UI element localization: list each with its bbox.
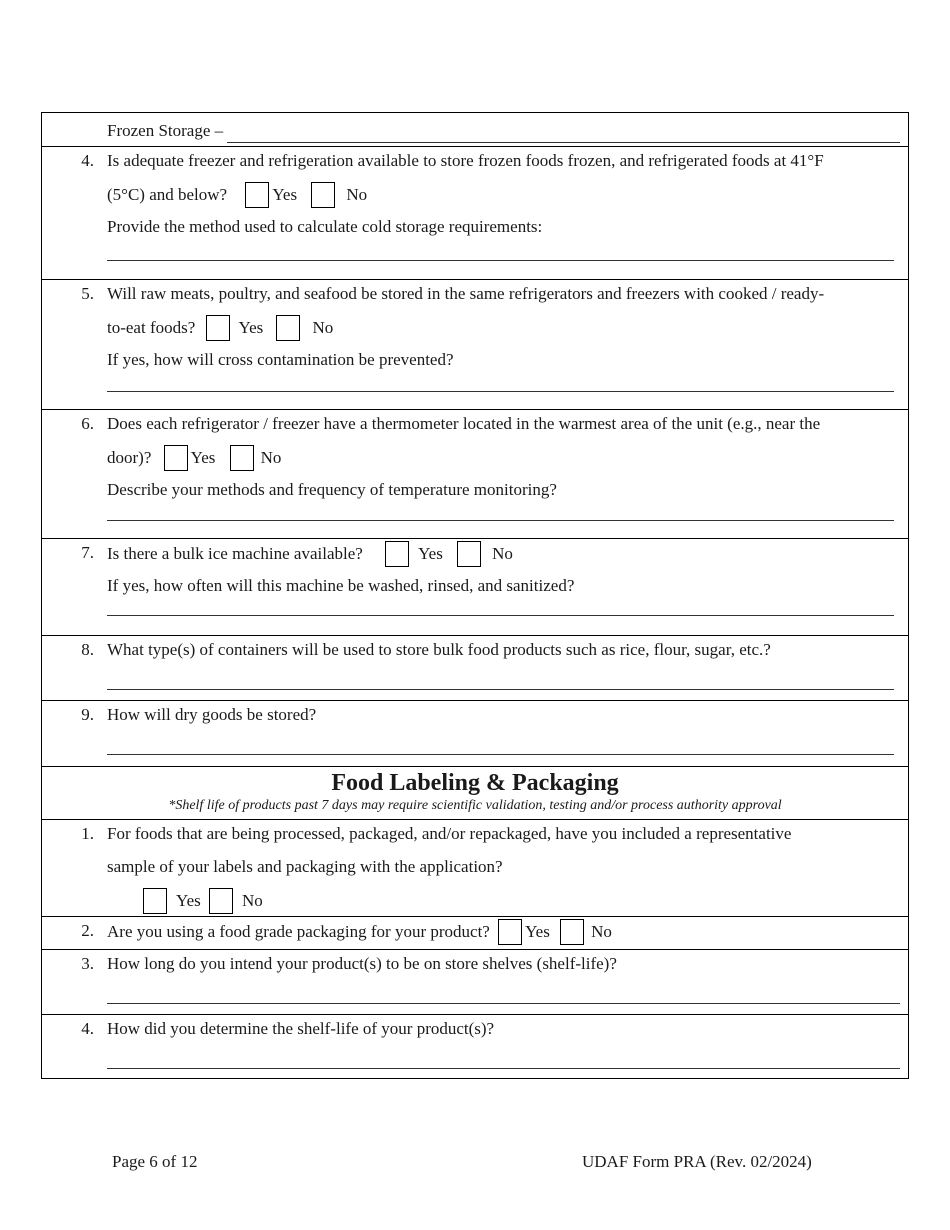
question-text: How long do you intend your product(s) to be on store shelves (shelf-life)? [107,954,617,973]
section-header-row [42,766,908,819]
no-label: No [260,448,282,468]
question-text: How did you determine the shelf-life of your product(s)? [107,1019,495,1038]
answer-field[interactable] [107,260,894,261]
no-label: No [591,922,612,942]
question-4-row [42,146,908,279]
page-number: Page 6 of 12 [112,1152,198,1171]
no-label: No [242,891,263,911]
question-text: to-eat foods? [107,318,196,338]
question-number: 4. [81,1019,94,1038]
question-text: Will raw meats, poultry, and seafood be stored in the same refrigerators and freezers with cooked / ready- [107,284,825,303]
question-6-row [42,409,908,538]
question-text: What type(s) of containers will be used to store bulk food products such as rice, flour, sugar, etc.? [107,640,771,659]
yes-label: Yes [190,448,216,468]
question-answer-line [107,443,894,476]
question-text: Does each refrigerator / freezer have a thermometer located in the warmest area of the unit (e.g., near the [107,414,821,433]
question-prompt: If yes, how often will this machine be washed, rinsed, and sanitized? [107,576,575,595]
answer-field[interactable] [107,1003,900,1004]
question-answer-line [107,917,894,950]
no-checkbox[interactable] [230,445,254,471]
question-8-row [42,635,908,700]
yes-checkbox[interactable] [498,919,522,945]
question-text: sample of your labels and packaging with the application? [107,857,503,876]
question-number: 8. [81,640,94,659]
question-5-row [42,279,908,409]
answer-field[interactable] [107,1068,900,1069]
yes-checkbox[interactable] [143,888,167,914]
question-7-row [42,538,908,635]
question-number: 9. [81,705,94,724]
question-number: 6. [81,414,94,433]
frozen-storage-label: Frozen Storage – [107,121,224,140]
question-prompt: Provide the method used to calculate cold storage requirements: [107,217,543,236]
no-label: No [312,318,334,338]
question-answer-line [107,886,894,919]
section-title: Food Labeling & Packaging [331,770,619,796]
question-number: 5. [81,284,94,303]
labeling-question-3-row [42,949,908,1014]
yes-label: Yes [525,922,550,942]
no-checkbox[interactable] [276,315,300,341]
question-text: How will dry goods be stored? [107,705,317,724]
storage-form-table [41,112,909,1079]
question-text: Are you using a food grade packaging for your product? [107,922,490,942]
question-prompt: Describe your methods and frequency of temperature monitoring? [107,480,557,499]
form-identifier: UDAF Form PRA (Rev. 02/2024) [582,1152,812,1171]
no-checkbox[interactable] [209,888,233,914]
yes-checkbox[interactable] [206,315,230,341]
answer-field[interactable] [107,615,894,616]
yes-checkbox[interactable] [245,182,269,208]
question-number: 4. [81,151,94,170]
section-note: *Shelf life of products past 7 days may require scientific validation, testing and/or process authority approval [168,798,782,813]
question-9-row [42,700,908,766]
question-number: 2. [81,921,94,940]
yes-label: Yes [176,891,201,911]
question-number: 7. [81,543,94,562]
frozen-storage-field[interactable] [227,122,900,143]
no-checkbox[interactable] [457,541,481,567]
question-text: (5°C) and below? [107,185,228,205]
question-text: For foods that are being processed, packaged, and/or repackaged, have you included a representative [107,824,792,843]
no-checkbox[interactable] [311,182,335,208]
question-answer-line [107,313,894,346]
labeling-question-2-row [42,916,908,949]
yes-checkbox[interactable] [164,445,188,471]
no-label: No [346,185,368,205]
answer-field[interactable] [107,391,894,392]
labeling-question-1-row [42,819,908,916]
question-number: 1. [81,824,94,843]
answer-field[interactable] [107,520,894,521]
question-text: door)? [107,448,152,468]
question-text: Is there a bulk ice machine available? [107,544,363,564]
labeling-question-4-row [42,1014,908,1078]
yes-label: Yes [238,318,264,338]
question-answer-line [107,539,894,572]
yes-label: Yes [272,185,298,205]
yes-checkbox[interactable] [385,541,409,567]
answer-field[interactable] [107,689,894,690]
yes-label: Yes [418,544,443,564]
answer-field[interactable] [107,754,894,755]
frozen-storage-row [42,113,908,146]
question-prompt: If yes, how will cross contamination be prevented? [107,350,454,369]
question-number: 3. [81,954,94,973]
question-text: Is adequate freezer and refrigeration available to store frozen foods frozen, and refrigerated foods at 41°F [107,151,824,170]
no-label: No [492,544,513,564]
no-checkbox[interactable] [560,919,584,945]
question-answer-line [107,180,894,213]
